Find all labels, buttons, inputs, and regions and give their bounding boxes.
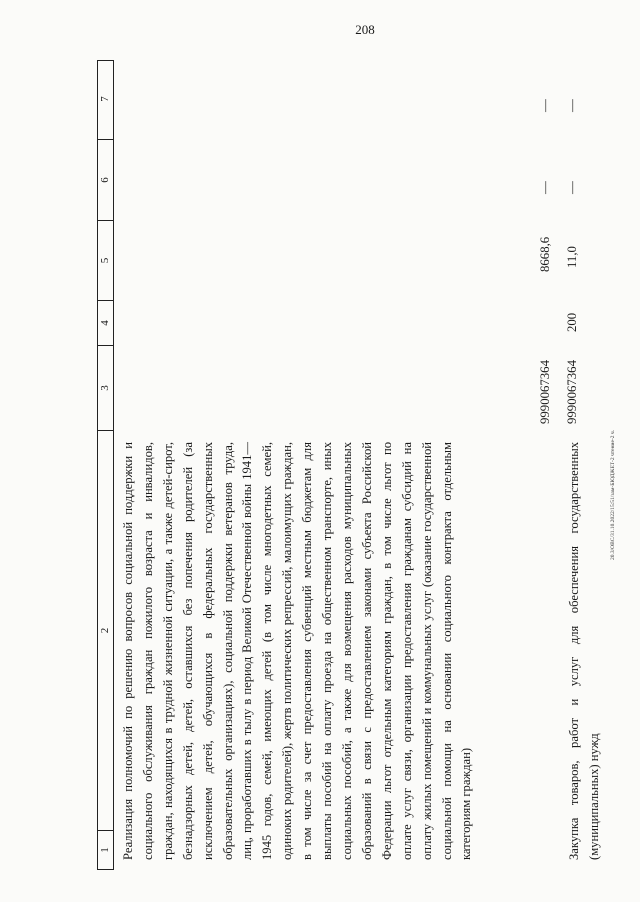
document-footer-code: 20.3/ОВС/31.10.2022/15:51/зам-БЮДЖЕТ-2 чтение-2 ч.: [610, 429, 616, 560]
budget-table: [97, 60, 602, 870]
header-col-7: 7: [99, 96, 111, 102]
row-col7-dash: —: [565, 99, 579, 112]
table-row: [119, 60, 559, 870]
row-col6-dash: —: [538, 181, 552, 194]
row-description: Закупка товаров, работ и услуг для обеспечения государственных (муниципальных) нужд: [567, 442, 601, 860]
row-description: Реализация полномочий по решению вопросов социальной поддержки и социального обслуживания граждан пожилого возраста и инвалидов, граждан, находящихся в трудной жизненной ситуации, а также детей-сирот, безнадзорных детей, детей, оставшихся без попечения родителей (за исключением детей, обучающихся в федеральных государственных образовательных организациях), социальной поддержки ветеранов труда, лиц, проработавших в тылу в период Великой Отечественной войны 1941—1945 годов, семей, имеющих детей (в том числе многодетных семей, одиноких родителей), жертв политических репрессий, малоимущих граждан, в том числе за счет предоставления субвенций местным бюджетам для выплаты пособий на оплату проезда на общественном транспорте, иных социальных пособий, а также для возмещения расходов муниципальных образований в связи с предоставлением законами субъекта Российской Федерации льгот отдельным категориям граждан, в том числе льгот по оплате услуг связи, организации предоставления гражданам субсидий на оплату жилых помещений и коммунальных услуг (оказание государственной социальной помощи на основании социального контракта отдельным категориям граждан): [121, 442, 474, 860]
table-header-row: [97, 60, 114, 870]
row-amount: 8668,6: [538, 236, 552, 272]
header-col-4: 4: [98, 300, 113, 345]
header-col-5: 5: [98, 220, 113, 300]
header-col-6: 6: [98, 139, 113, 220]
row-target-code: 9990067364: [538, 360, 552, 424]
header-col-1: 1: [98, 830, 113, 869]
page-number: 208: [355, 22, 375, 37]
header-col-2: 2: [98, 430, 113, 830]
row-amount: 11,0: [565, 246, 579, 268]
row-expense-type: 200: [565, 312, 579, 332]
row-col6-dash: —: [565, 181, 579, 194]
header-col-3: 3: [98, 345, 113, 430]
row-col7-dash: —: [538, 99, 552, 112]
table-row: [565, 60, 605, 870]
row-target-code: 9990067364: [565, 360, 579, 424]
